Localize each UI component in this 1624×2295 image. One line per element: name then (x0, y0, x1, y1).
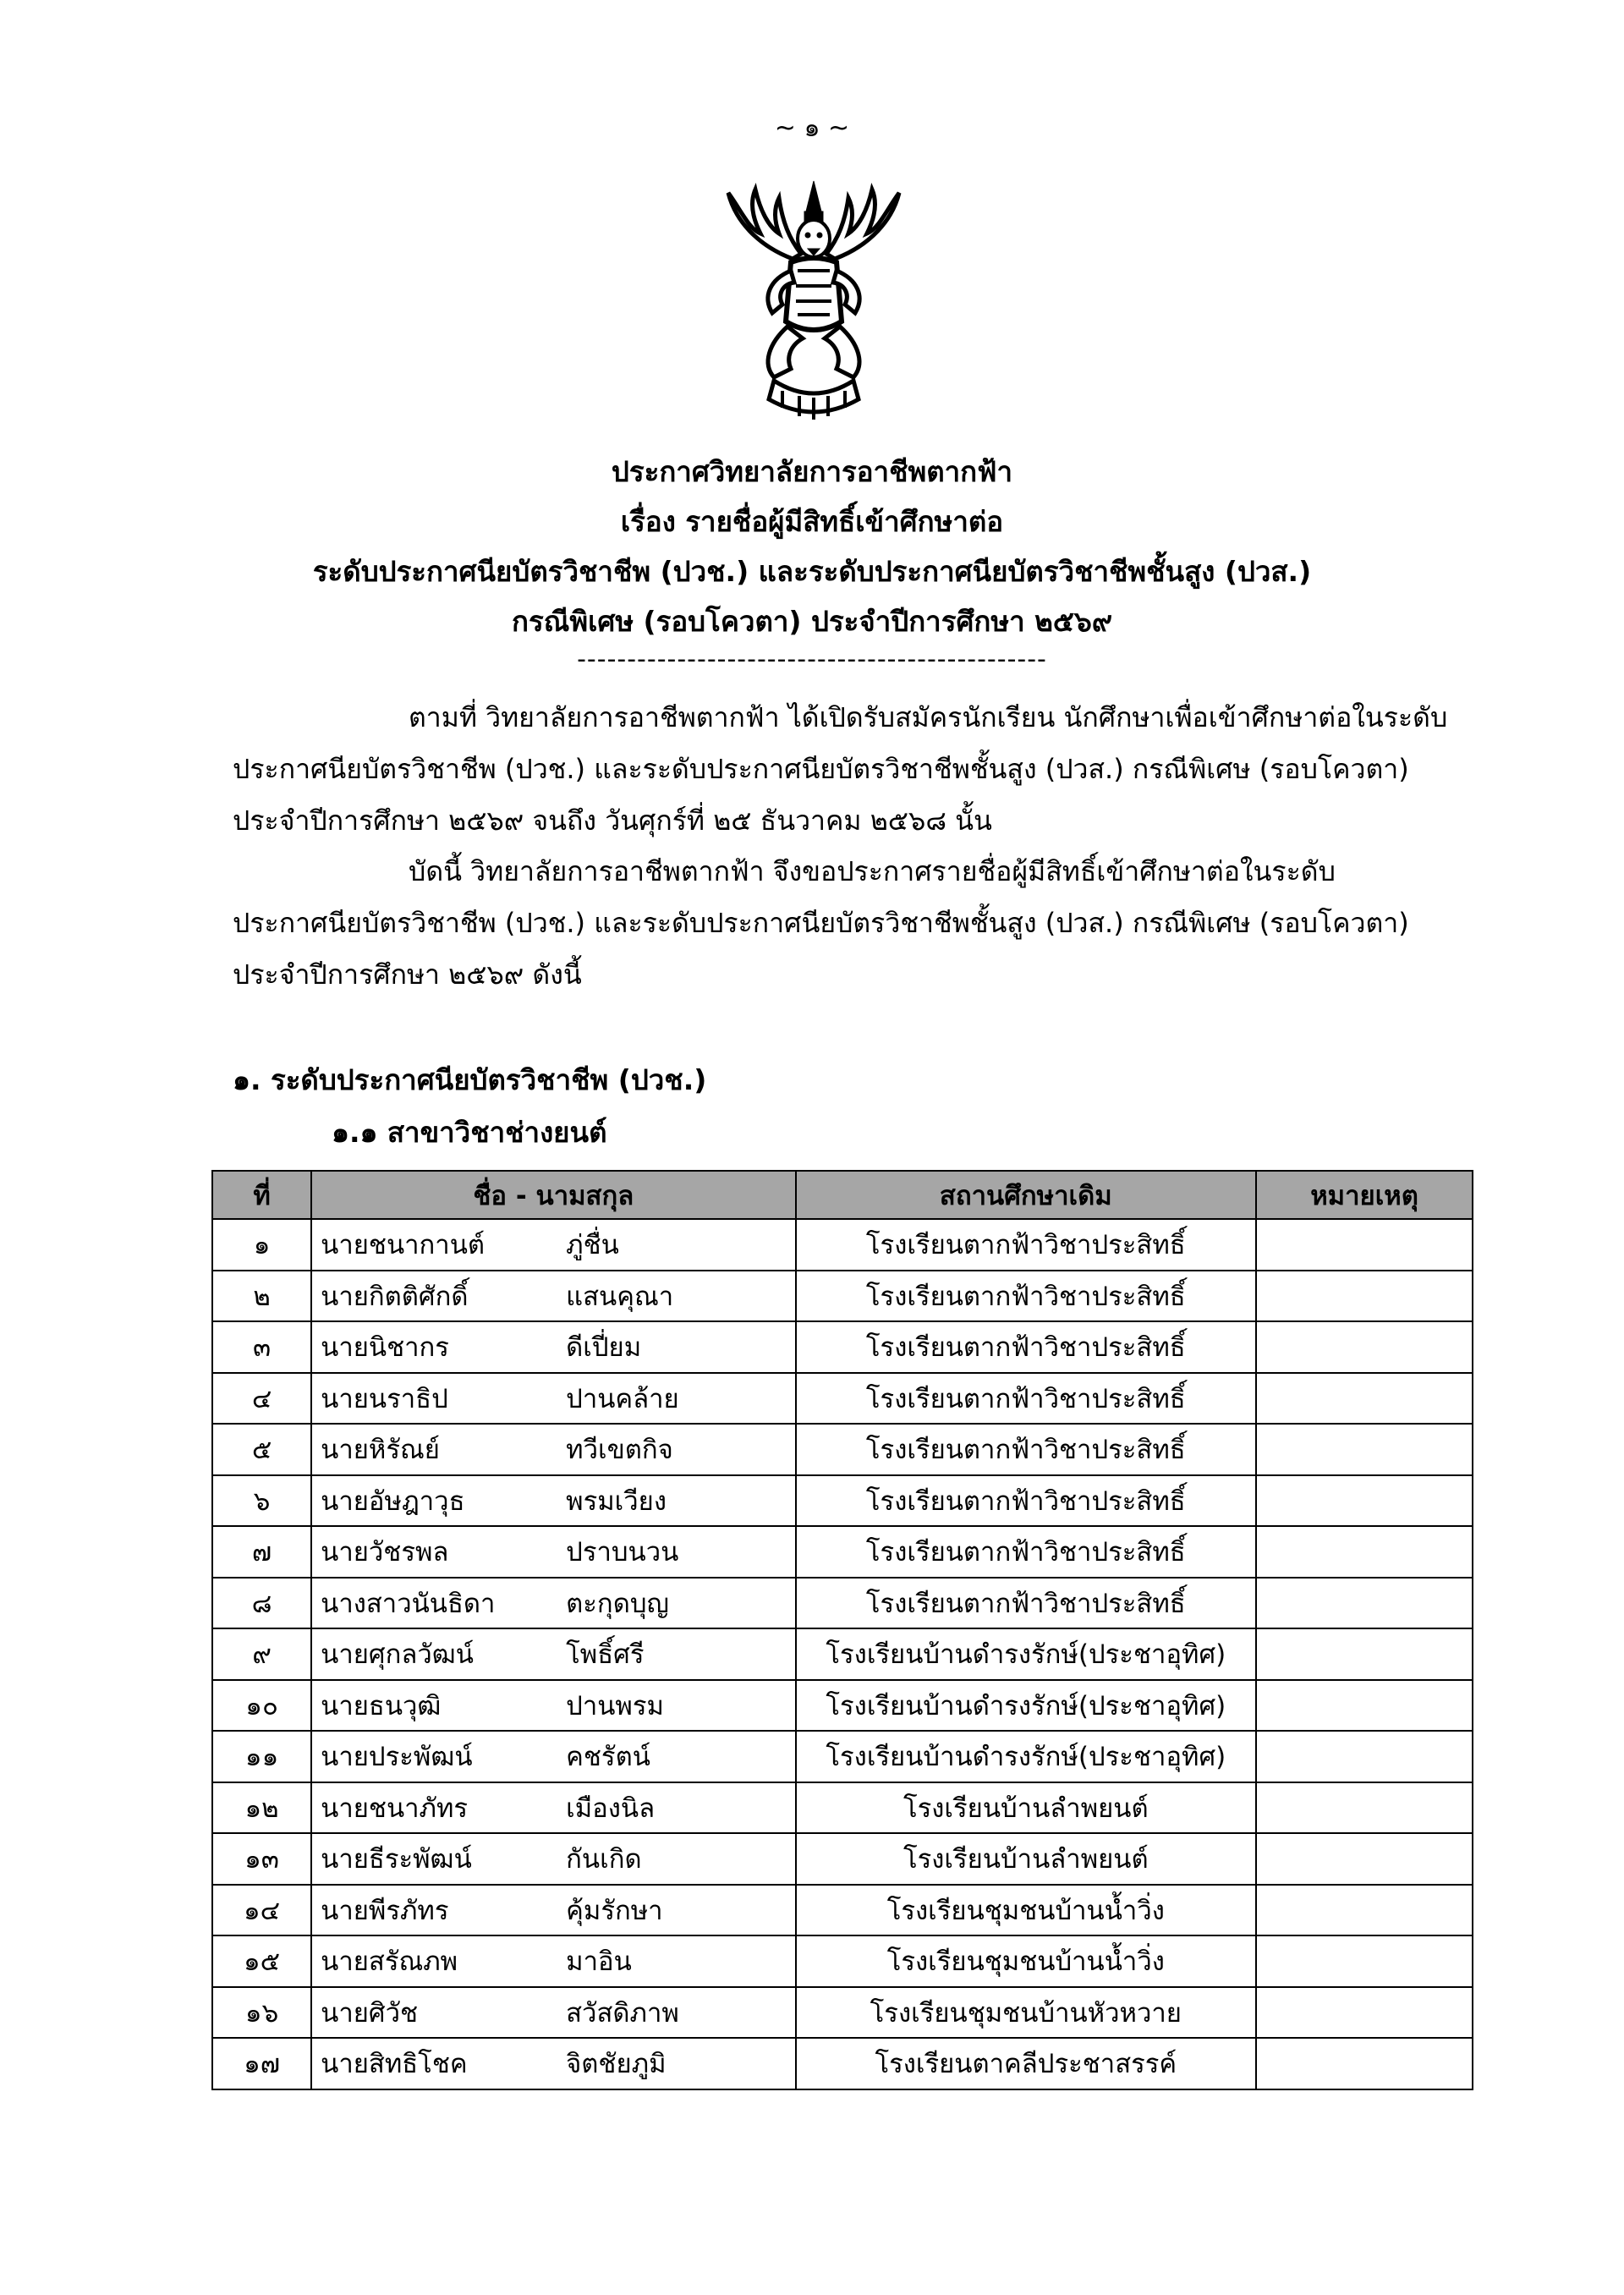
garuda-emblem-icon (723, 178, 904, 427)
last-name: ภู่ชื่น (566, 1230, 619, 1261)
table-row (212, 1526, 1473, 1578)
student-name (311, 1578, 795, 1629)
header-note: หมายเหตุ (1256, 1171, 1473, 1219)
student-name (311, 1680, 795, 1732)
last-name: คุ้มรักษา (566, 1895, 663, 1926)
note (1256, 1782, 1473, 1834)
first-name: นายอัษฎาวุธ (321, 1485, 465, 1517)
first-name: นายชนากานต์ (321, 1230, 486, 1261)
note (1256, 1526, 1473, 1578)
row-number: ๖ (212, 1475, 311, 1527)
first-name: นายนราธิป (321, 1383, 448, 1414)
note (1256, 1680, 1473, 1732)
note (1256, 1271, 1473, 1322)
school-name: โรงเรียนตากฟ้าวิชาประสิทธิ์ (796, 1271, 1257, 1322)
first-name: นายกิตติศักดิ์ (321, 1281, 469, 1312)
paragraph-2: บัดนี้ วิทยาลัยการอาชีพตากฟ้า จึงขอประกาศรายชื่อผู้มีสิทธิ์เข้าศึกษาต่อในระดับประกาศนียบัตรวิชาชีพ (ปวช.) และระดับประกาศนียบัตรวิชาชีพชั้นสูง (ปวส.) กรณีพิเศษ (รอบโควตา) ประจำปีการศึกษา ๒๕๖๙ ดังนี้ (233, 855, 1409, 991)
note (1256, 1475, 1473, 1527)
school-name: โรงเรียนบ้านลำพยนต์ (796, 1833, 1257, 1885)
table-row (212, 1885, 1473, 1936)
student-name (311, 1987, 795, 2039)
first-name: นายพีรภัทร (321, 1895, 449, 1926)
school-name: โรงเรียนตากฟ้าวิชาประสิทธิ์ (796, 1578, 1257, 1629)
last-name: มาอิน (566, 1946, 632, 1978)
school-name: โรงเรียนบ้านลำพยนต์ (796, 1782, 1257, 1834)
header-name: ชื่อ - นามสกุล (311, 1171, 795, 1219)
note (1256, 1628, 1473, 1680)
table-row (212, 1935, 1473, 1987)
first-name: นายประพัฒน์ (321, 1742, 473, 1773)
last-name: แสนคุณา (566, 1281, 674, 1312)
note (1256, 1219, 1473, 1271)
last-name: โพธิ์ศรี (566, 1639, 645, 1671)
school-name: โรงเรียนตาคลีประชาสรรค์ (796, 2038, 1257, 2089)
row-number: ๘ (212, 1578, 311, 1629)
table-row (212, 1833, 1473, 1885)
school-name: โรงเรียนตากฟ้าวิชาประสิทธิ์ (796, 1526, 1257, 1578)
page-number: ~ ๑ ~ (774, 113, 850, 143)
row-number: ๗ (212, 1526, 311, 1578)
row-number: ๑๐ (212, 1680, 311, 1732)
title-line-4: กรณีพิเศษ (รอบโควตา) ประจำปีการศึกษา ๒๕๖๙ (512, 605, 1112, 638)
last-name: ทวีเขตกิจ (566, 1435, 673, 1466)
student-name (311, 1321, 795, 1373)
last-name: ปานพรม (566, 1690, 664, 1721)
student-name (311, 2038, 795, 2089)
student-name (311, 1271, 795, 1322)
school-name: โรงเรียนตากฟ้าวิชาประสิทธิ์ (796, 1424, 1257, 1475)
paragraph-1: ตามที่ วิทยาลัยการอาชีพตากฟ้า ได้เปิดรับสมัครนักเรียน นักศึกษาเพื่อเข้าศึกษาต่อในระดับประกาศนียบัตรวิชาชีพ (ปวช.) และระดับประกาศนียบัตรวิชาชีพชั้นสูง (ปวส.) กรณีพิเศษ (รอบโควตา) ประจำปีการศึกษา ๒๕๖๙ จนถึง วันศุกร์ที่ ๒๕ ธันวาคม ๒๕๖๘ นั้น (233, 701, 1448, 837)
title-line-2: เรื่อง รายชื่อผู้มีสิทธิ์เข้าศึกษาต่อ (620, 505, 1004, 538)
table-row (212, 1373, 1473, 1425)
first-name: นายศิวัช (321, 1997, 419, 2029)
last-name: คชรัตน์ (566, 1742, 650, 1773)
row-number: ๑ (212, 1219, 311, 1271)
student-name (311, 1731, 795, 1782)
table-row (212, 1782, 1473, 1834)
school-name: โรงเรียนตากฟ้าวิชาประสิทธิ์ (796, 1475, 1257, 1527)
subsection-heading: ๑.๑ สาขาวิชาช่างยนต์ (332, 1116, 607, 1149)
last-name: กันเกิด (566, 1844, 642, 1875)
first-name: นายวัชรพล (321, 1537, 449, 1568)
student-name (311, 1424, 795, 1475)
school-name: โรงเรียนบ้านดำรงรักษ์(ประชาอุทิศ) (796, 1731, 1257, 1782)
table-header-row (212, 1171, 1473, 1219)
header-school: สถานศึกษาเดิม (796, 1171, 1257, 1219)
student-name (311, 1782, 795, 1834)
first-name: นายศุกลวัฒน์ (321, 1639, 474, 1671)
note (1256, 1578, 1473, 1629)
first-name: นายสรัณภพ (321, 1946, 458, 1978)
title-line-3: ระดับประกาศนียบัตรวิชาชีพ (ปวช.) และระดับประกาศนียบัตรวิชาชีพชั้นสูง (ปวส.) (312, 555, 1312, 588)
note (1256, 1731, 1473, 1782)
title-line-1: ประกาศวิทยาลัยการอาชีพตากฟ้า (611, 455, 1013, 488)
student-table (211, 1170, 1473, 2090)
note (1256, 1373, 1473, 1425)
school-name: โรงเรียนตากฟ้าวิชาประสิทธิ์ (796, 1219, 1257, 1271)
school-name: โรงเรียนชุมชนบ้านน้ำวิ่ง (796, 1885, 1257, 1936)
row-number: ๕ (212, 1424, 311, 1475)
student-name (311, 1526, 795, 1578)
note (1256, 1987, 1473, 2039)
row-number: ๒ (212, 1271, 311, 1322)
student-name (311, 1885, 795, 1936)
student-name (311, 1373, 795, 1425)
table-row (212, 1680, 1473, 1732)
last-name: ปานคล้าย (566, 1383, 679, 1414)
note (1256, 1321, 1473, 1373)
table-row (212, 1578, 1473, 1629)
table-row (212, 1628, 1473, 1680)
row-number: ๑๒ (212, 1782, 311, 1834)
student-name (311, 1628, 795, 1680)
table-row (212, 2038, 1473, 2089)
table-row (212, 1424, 1473, 1475)
school-name: โรงเรียนบ้านดำรงรักษ์(ประชาอุทิศ) (796, 1680, 1257, 1732)
first-name: นายนิชากร (321, 1332, 449, 1364)
last-name: จิตชัยภูมิ (566, 2049, 667, 2080)
last-name: สวัสดิภาพ (566, 1997, 679, 2029)
header-no: ที่ (212, 1171, 311, 1219)
first-name: นายธีระพัฒน์ (321, 1844, 472, 1875)
row-number: ๑๔ (212, 1885, 311, 1936)
school-name: โรงเรียนบ้านดำรงรักษ์(ประชาอุทิศ) (796, 1628, 1257, 1680)
table-row (212, 1271, 1473, 1322)
school-name: โรงเรียนตากฟ้าวิชาประสิทธิ์ (796, 1321, 1257, 1373)
first-name: นายธนวุฒิ (321, 1690, 442, 1721)
student-name (311, 1475, 795, 1527)
table-row (212, 1731, 1473, 1782)
row-number: ๑๓ (212, 1833, 311, 1885)
note (1256, 1935, 1473, 1987)
row-number: ๑๑ (212, 1731, 311, 1782)
last-name: พรมเวียง (566, 1485, 667, 1517)
row-number: ๓ (212, 1321, 311, 1373)
note (1256, 1424, 1473, 1475)
school-name: โรงเรียนชุมชนบ้านหัวหวาย (796, 1987, 1257, 2039)
last-name: เมืองนิล (566, 1793, 656, 1824)
last-name: ดีเปี่ยม (566, 1332, 642, 1364)
note (1256, 1833, 1473, 1885)
row-number: ๑๗ (212, 2038, 311, 2089)
section-heading: ๑. ระดับประกาศนียบัตรวิชาชีพ (ปวช.) (233, 1063, 707, 1096)
school-name: โรงเรียนชุมชนบ้านน้ำวิ่ง (796, 1935, 1257, 1987)
first-name: นายหิรัณย์ (321, 1435, 440, 1466)
last-name: ปราบนวน (566, 1537, 679, 1568)
separator: ----------------------------------------------- (577, 645, 1047, 674)
last-name: ตะกุดบุญ (566, 1588, 669, 1619)
note (1256, 1885, 1473, 1936)
first-name: นายชนาภัทร (321, 1793, 469, 1824)
row-number: ๙ (212, 1628, 311, 1680)
note (1256, 2038, 1473, 2089)
table-row (212, 1219, 1473, 1271)
first-name: นายสิทธิโชค (321, 2049, 468, 2080)
table-row (212, 1321, 1473, 1373)
student-name (311, 1833, 795, 1885)
row-number: ๑๕ (212, 1935, 311, 1987)
row-number: ๑๖ (212, 1987, 311, 2039)
table-row (212, 1475, 1473, 1527)
first-name: นางสาวนันธิดา (321, 1588, 496, 1619)
row-number: ๔ (212, 1373, 311, 1425)
school-name: โรงเรียนตากฟ้าวิชาประสิทธิ์ (796, 1373, 1257, 1425)
table-row (212, 1987, 1473, 2039)
student-name (311, 1935, 795, 1987)
student-name (311, 1219, 795, 1271)
